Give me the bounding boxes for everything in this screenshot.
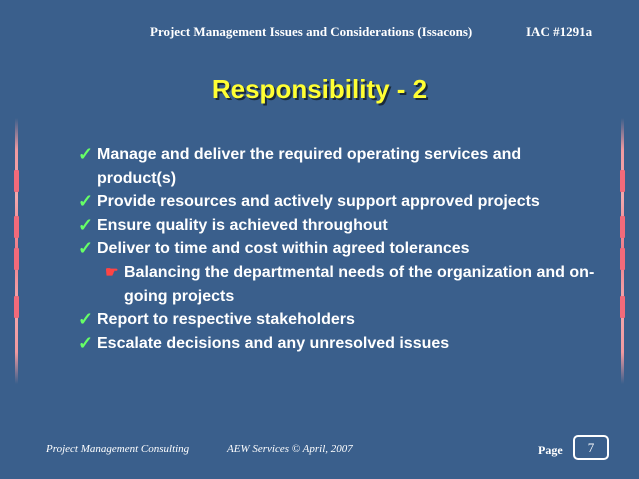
header-title: Project Management Issues and Considerations (Issacons) — [150, 24, 473, 39]
right-decorative-bar — [621, 118, 624, 384]
bullet-text: Deliver to time and cost within agreed tolerances — [97, 240, 470, 258]
check-icon: ✓ — [78, 238, 94, 259]
bullet-text: Ensure quality is achieved throughout — [97, 216, 388, 234]
left-bar-nub — [14, 296, 19, 318]
check-icon: ✓ — [78, 332, 94, 353]
sub-list-item — [78, 261, 598, 308]
list-item — [78, 237, 598, 261]
left-bar-nub — [14, 216, 19, 238]
check-icon: ✓ — [78, 144, 94, 164]
document-id: IAC #1291a — [526, 24, 593, 39]
left-bar-nub — [14, 248, 19, 270]
list-item — [78, 308, 598, 332]
page-number-box — [573, 435, 609, 460]
slide-title: Responsibility - 2 — [211, 74, 428, 104]
pointing-hand-icon: ☛ — [105, 263, 119, 281]
bullet-text: Provide resources and actively support approved projects — [97, 193, 540, 211]
left-decorative-bar — [15, 118, 18, 384]
list-item — [78, 143, 598, 190]
check-icon: ✓ — [78, 191, 94, 212]
sub-bullet-text: Balancing the departmental needs of the organization and on-going projects — [124, 263, 595, 305]
footer-company: Project Management Consulting — [46, 443, 190, 455]
right-bar-nub — [620, 248, 625, 270]
bullet-list — [78, 143, 598, 355]
check-icon: ✓ — [78, 309, 94, 330]
right-bar-nub — [620, 296, 625, 318]
bullet-text: Manage and deliver the required operating services and product(s) — [97, 146, 522, 187]
list-item — [78, 190, 598, 214]
list-item — [78, 214, 598, 238]
bullet-text: Escalate decisions and any unresolved issues — [97, 334, 450, 352]
right-bar-nub — [620, 170, 625, 192]
right-bar-nub — [620, 216, 625, 238]
footer-copyright: AEW Services © April, 2007 — [227, 443, 353, 455]
page-number: 7 — [587, 440, 595, 455]
bullet-text: Report to respective stakeholders — [97, 311, 355, 329]
left-bar-nub — [14, 170, 19, 192]
page-label: Page — [538, 443, 563, 457]
list-item — [78, 332, 598, 356]
check-icon: ✓ — [78, 214, 94, 235]
